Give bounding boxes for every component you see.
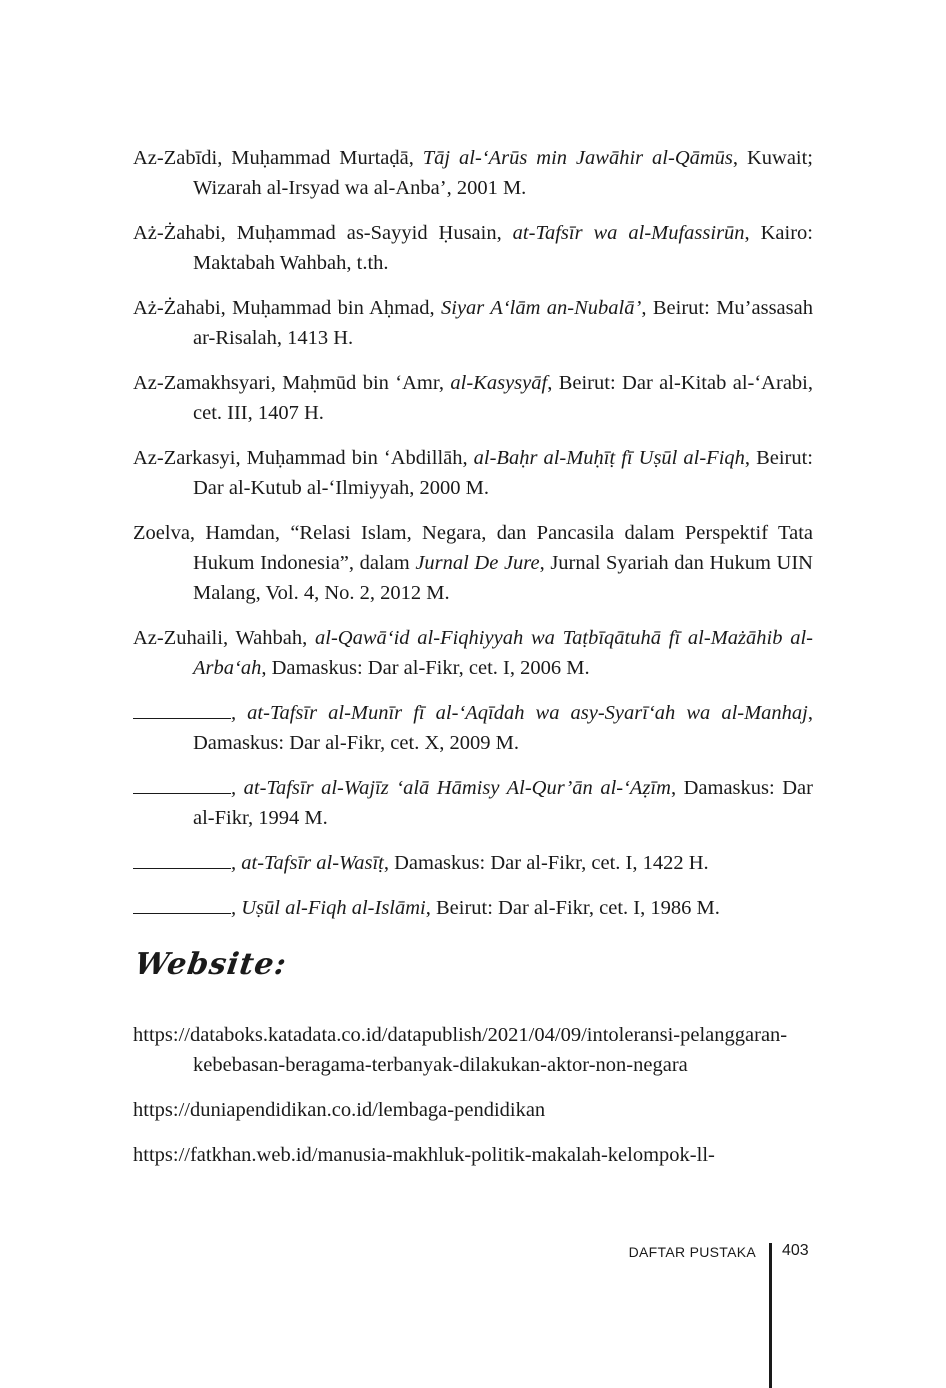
footer-section-label: DAFTAR PUSTAKA xyxy=(628,1244,756,1260)
reference-title: Siyar A‘lām an-Nubalā’ xyxy=(441,297,642,319)
reference-entry-same-author: , Uṣūl al-Fiqh al-Islāmi, Beirut: Dar al-Fikr, cet. I, 1986 M. xyxy=(133,893,813,923)
same-author-dash xyxy=(133,776,231,794)
reference-entry: Az-Zabīdi, Muḥammad Murtaḍā, Tāj al-‘Arūs min Jawāhir al-Qāmūs, Kuwait; Wizarah al-Irsyad wa al-Anba’, 2001 M. xyxy=(133,147,814,199)
same-author-dash xyxy=(133,896,231,914)
reference-title: al-Baḥr al-Muḥīṭ fī Uṣūl al-Fiqh xyxy=(473,447,745,469)
reference-title: , Uṣūl al-Fiqh al-Islāmi xyxy=(231,897,426,919)
reference-entry: Aż-Żahabi, Muḥammad as-Sayyid Ḥusain, at-Tafsīr wa al-Mufassirūn, Kairo: Maktabah Wahbah, t.th. xyxy=(133,222,813,274)
reference-title: , at-Tafsīr al-Munīr fī al-‘Aqīdah wa asy-Syarī‘ah wa al-Manhaj xyxy=(231,702,808,724)
reference-entry: Zoelva, Hamdan, “Relasi Islam, Negara, dan Pancasila dalam Perspektif Tata Hukum Indonesia”, dalam Jurnal De Jure, Jurnal Syariah dan Hukum UIN Malang, Vol. 4, No. 2, 2012 M. xyxy=(133,522,813,604)
footer-divider xyxy=(769,1243,772,1388)
reference-title: Tāj al-‘Arūs min Jawāhir al-Qāmūs xyxy=(422,147,733,169)
reference-entry: Az-Zamakhsyari, Maḥmūd bin ‘Amr, al-Kasysyāf, Beirut: Dar al-Kitab al-‘Arabi, cet. III, 1407 H. xyxy=(133,372,813,424)
reference-title: , at-Tafsīr al-Wasīṭ xyxy=(231,852,384,874)
reference-entry: Aż-Żahabi, Muḥammad bin Aḥmad, Siyar A‘lām an-Nubalā’, Beirut: Mu’assasah ar-Risalah, 1413 H. xyxy=(133,297,813,349)
reference-title: at-Tafsīr wa al-Mufassirūn xyxy=(512,222,745,244)
reference-entry-same-author: , at-Tafsīr al-Wasīṭ, Damaskus: Dar al-Fikr, cet. I, 1422 H. xyxy=(133,848,813,878)
same-author-dash xyxy=(133,701,231,719)
reference-entry-same-author: , at-Tafsīr al-Wajīz ‘alā Hāmisy Al-Qur’ān al-‘Aẓīm, Damaskus: Dar al-Fikr, 1994 M. xyxy=(133,773,813,833)
website-link[interactable]: https://fatkhan.web.id/manusia-makhluk-politik-makalah-kelompok-ll- xyxy=(133,1144,715,1166)
reference-title: Jurnal De Jure xyxy=(415,552,540,574)
reference-entry: Az-Zarkasyi, Muḥammad bin ‘Abdillāh, al-Baḥr al-Muḥīṭ fī Uṣūl al-Fiqh, Beirut: Dar al-Kutub al-‘Ilmiyyah, 2000 M. xyxy=(133,447,813,499)
reference-title: al-Qawā‘id al-Fiqhiyyah wa Taṭbīqātuhā fī al-Mażāhib al-Arba‘ah xyxy=(193,627,813,679)
reference-entry: Az-Zuhaili, Wahbah, al-Qawā‘id al-Fiqhiyyah wa Taṭbīqātuhā fī al-Mażāhib al-Arba‘ah, Damaskus: Dar al-Fikr, cet. I, 2006 M. xyxy=(133,627,813,679)
reference-title: , at-Tafsīr al-Wajīz ‘alā Hāmisy Al-Qur’ān al-‘Aẓīm xyxy=(231,777,671,799)
website-section-heading: Website: xyxy=(132,947,290,982)
page-number: 403 xyxy=(782,1242,809,1259)
reference-entry-same-author: , at-Tafsīr al-Munīr fī al-‘Aqīdah wa asy-Syarī‘ah wa al-Manhaj, Damaskus: Dar al-Fikr, cet. X, 2009 M. xyxy=(133,698,813,758)
website-link[interactable]: https://duniapendidikan.co.id/lembaga-pendidikan xyxy=(133,1099,546,1121)
website-link[interactable]: https://databoks.katadata.co.id/datapublish/2021/04/09/intoleransi-pelanggaran-kebebasan-beragama-terbanyak-dilakukan-aktor-non-negara xyxy=(133,1024,788,1076)
bibliography-page xyxy=(133,143,813,1185)
reference-title: al-Kasysyāf xyxy=(450,372,548,394)
same-author-dash xyxy=(133,851,231,869)
